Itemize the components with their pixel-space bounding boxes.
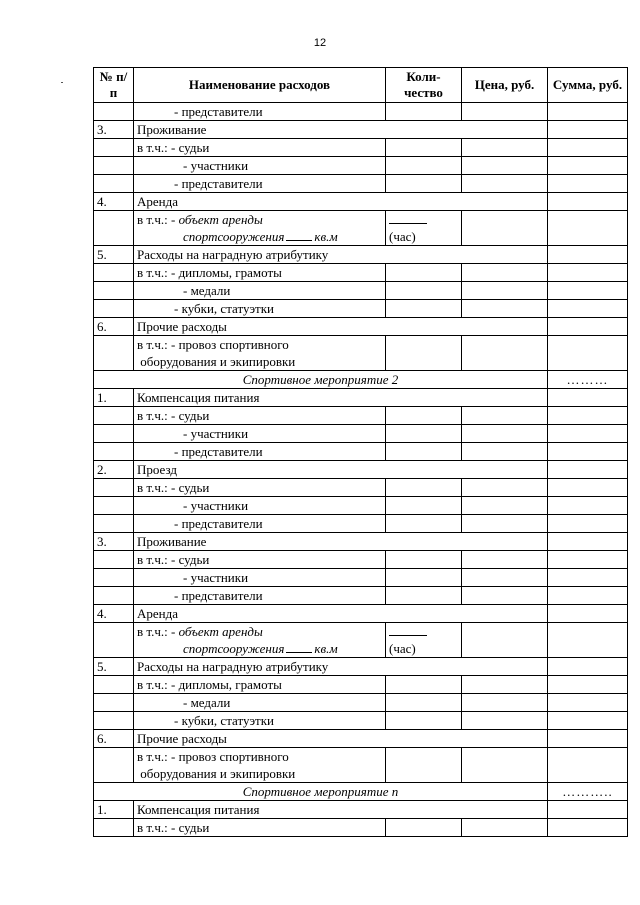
- row-label: - кубки, статуэтки: [174, 301, 275, 316]
- row-num: 2.: [94, 461, 134, 479]
- row-label: Проезд: [134, 461, 548, 479]
- table-row: в т.ч.: - провоз спортивного оборудования и экипировки: [94, 748, 628, 783]
- row-label: - представители: [174, 104, 263, 119]
- table-row: [94, 819, 628, 837]
- rent-object: объект аренды: [178, 624, 263, 639]
- row-label: - представители: [174, 444, 263, 459]
- header-qty: Коли-чество: [386, 68, 462, 103]
- row-num: 1.: [94, 801, 134, 819]
- table-row: [94, 318, 628, 336]
- section-title: Спортивное мероприятие n: [94, 783, 548, 801]
- page-number: 12: [313, 37, 327, 49]
- table-row: [94, 175, 628, 193]
- hour-label: (час): [389, 641, 416, 656]
- table-row: [94, 103, 628, 121]
- table-row: [94, 515, 628, 533]
- row-label: в т.ч.: - судьи: [134, 819, 386, 837]
- row-num: 3.: [94, 533, 134, 551]
- table-row: [94, 246, 628, 264]
- table-row: [94, 139, 628, 157]
- row-label: в т.ч.: - судьи: [134, 551, 386, 569]
- row-label: Расходы на наградную атрибутику: [134, 658, 548, 676]
- row-num: 3.: [94, 121, 134, 139]
- table-row: [94, 533, 628, 551]
- table-row: [94, 479, 628, 497]
- expense-table: [93, 67, 628, 837]
- table-header-row: [94, 68, 628, 103]
- table-row: [94, 407, 628, 425]
- blank-line: [389, 216, 427, 224]
- table-row: [94, 193, 628, 211]
- blank-line: [389, 628, 427, 636]
- row-num: 6.: [94, 318, 134, 336]
- table-row: [94, 443, 628, 461]
- row-label: Прочие расходы: [134, 318, 548, 336]
- row-label: в т.ч.: - судьи: [134, 139, 386, 157]
- row-num: 5.: [94, 658, 134, 676]
- table-row: [94, 730, 628, 748]
- row-label: Аренда: [134, 605, 548, 623]
- row-label: - участники: [183, 158, 249, 173]
- table-row: в т.ч.: - провоз спортивного оборудования и экипировки: [94, 336, 628, 371]
- section-sum: ………: [548, 371, 628, 389]
- table-row: [94, 497, 628, 515]
- table-row: [94, 300, 628, 318]
- row-label: - участники: [183, 570, 249, 585]
- header-name: Наименование расходов: [134, 68, 386, 103]
- row-label: - представители: [174, 588, 263, 603]
- table-row: [94, 121, 628, 139]
- blank-line: [286, 642, 312, 653]
- scan-mark: [61, 82, 63, 83]
- table-row: [94, 676, 628, 694]
- row-label: - участники: [183, 498, 249, 513]
- row-num: 1.: [94, 389, 134, 407]
- rent-object: объект аренды: [178, 212, 263, 227]
- table-row: [94, 389, 628, 407]
- table-row: [94, 801, 628, 819]
- section-title: Спортивное мероприятие 2: [94, 371, 548, 389]
- row-label: в т.ч.: - судьи: [134, 479, 386, 497]
- row-num: 4.: [94, 193, 134, 211]
- row-num: 6.: [94, 730, 134, 748]
- hour-label: (час): [389, 229, 416, 244]
- row-label: - представители: [174, 516, 263, 531]
- row-num: 5.: [94, 246, 134, 264]
- table-row: [94, 694, 628, 712]
- table-row: [94, 587, 628, 605]
- table-row: [94, 461, 628, 479]
- table-row: в т.ч.: - объект аренды спортсооружения кв.м (час): [94, 623, 628, 658]
- row-label: Компенсация питания: [134, 801, 548, 819]
- table-row: [94, 157, 628, 175]
- section-sum: ………..: [548, 783, 628, 801]
- row-label: - медали: [183, 283, 231, 298]
- row-num: 4.: [94, 605, 134, 623]
- row-label: Расходы на наградную атрибутику: [134, 246, 548, 264]
- row-label: - кубки, статуэтки: [174, 713, 275, 728]
- table-row: [94, 264, 628, 282]
- row-label: в т.ч.: - дипломы, грамоты: [134, 676, 386, 694]
- row-label: Аренда: [134, 193, 548, 211]
- row-label: Компенсация питания: [134, 389, 548, 407]
- row-label: - участники: [183, 426, 249, 441]
- row-label: - медали: [183, 695, 231, 710]
- row-label: Прочие расходы: [134, 730, 548, 748]
- section-row-event-n: [94, 783, 628, 801]
- blank-line: [286, 230, 312, 241]
- table-row: [94, 551, 628, 569]
- row-label: в т.ч.: - судьи: [134, 407, 386, 425]
- table-row: в т.ч.: - объект аренды спортсооружения кв.м (час): [94, 211, 628, 246]
- row-label: Проживание: [134, 533, 548, 551]
- table-row: [94, 282, 628, 300]
- table-row: [94, 569, 628, 587]
- header-sum: Сумма, руб.: [548, 68, 628, 103]
- table-row: [94, 658, 628, 676]
- header-num: № п/п: [94, 68, 134, 103]
- table-row: [94, 425, 628, 443]
- header-price: Цена, руб.: [462, 68, 548, 103]
- row-label: - представители: [174, 176, 263, 191]
- row-label: в т.ч.: - дипломы, грамоты: [134, 264, 386, 282]
- row-label: Проживание: [134, 121, 548, 139]
- table-row: [94, 712, 628, 730]
- section-row-event-2: [94, 371, 628, 389]
- table-row: [94, 605, 628, 623]
